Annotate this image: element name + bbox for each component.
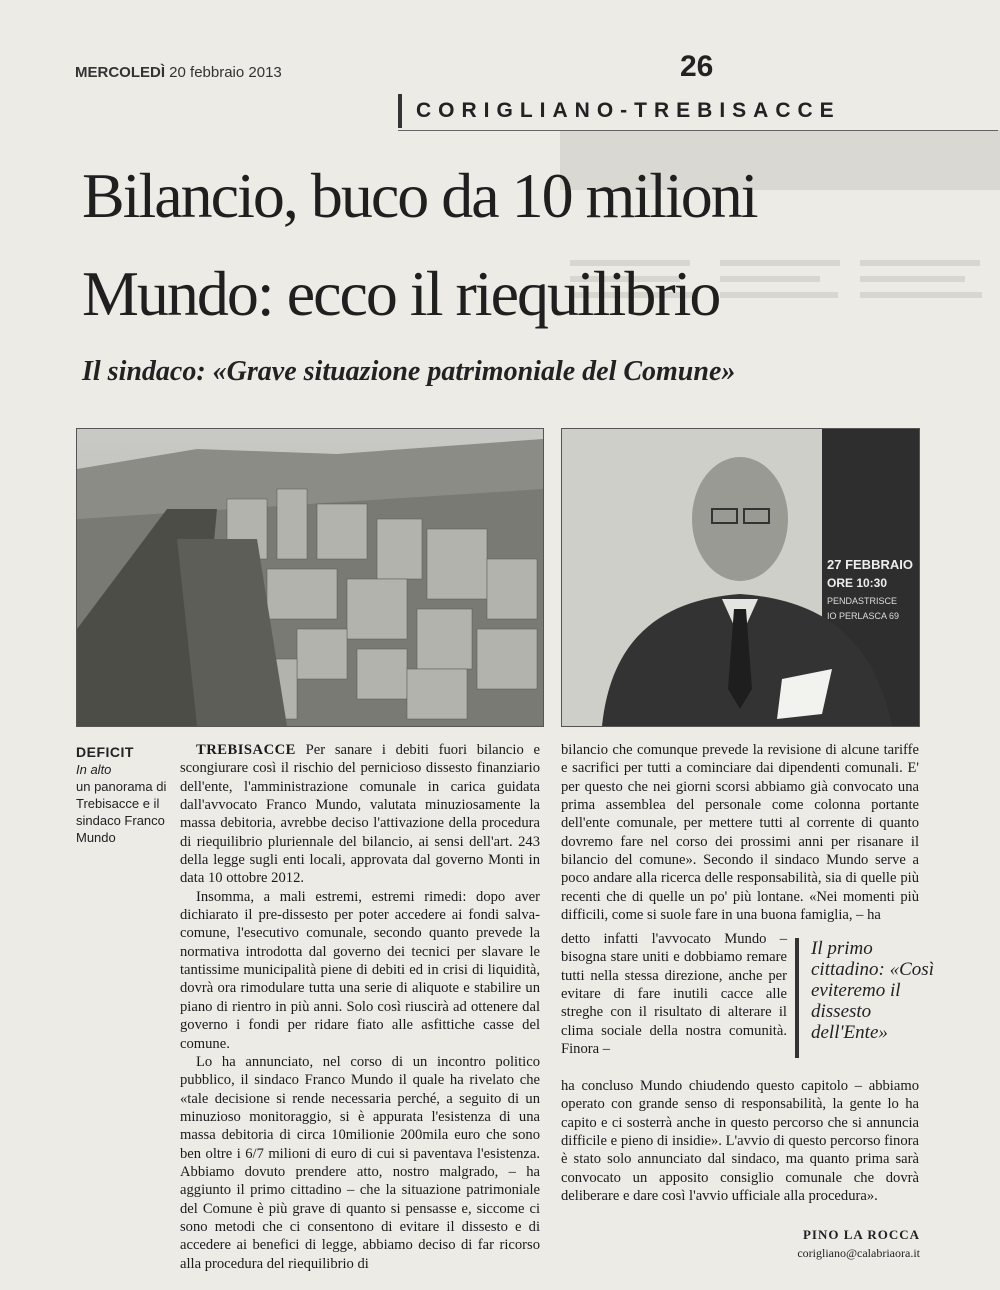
headline-line-2: Mundo: ecco il riequilibrio xyxy=(82,258,720,329)
mayor-photo xyxy=(561,428,920,727)
date: 20 febbraio 2013 xyxy=(169,64,282,81)
paragraph-2: Insomma, a mali estremi, estremi rimedi: dopo aver dichiarato il pre-dissesto per poter accedere ai fondi salva-comune, l'esecutivo comunale, secondo quanto prevede la normativa introdotta dal governo dei tecnici per slavare le tantissime municipalità piene di debiti ed in crisi di liquidità, dovrà ora rimodulare tutta una serie di aliquote e stabilire un piano di rientro in più anni. Solo così riuscirà ad ottenere dal governo i fondi per ridare fiato alle asfittiche casse del comune. xyxy=(180,888,540,1052)
article-column-1 xyxy=(180,741,540,1273)
paragraph-3: Lo ha annunciato, nel corso di un incontro politico pubblico, il sindaco Franco Mundo il quale ha rivelato che «tale decisione si rende necessaria perché, a seguito di un minuzioso monitoraggio, si è appurata l'esistenza di una massa debitoria di circa 10milionie 200mila euro che sono ben oltre i 6/7 milioni di euro di cui si paventava l'esistenza. Abbiamo dovuto prendere atto, nostro malgrado, – ha aggiunto il primo cittadino – che la situazione patrimoniale del Comune è più grave di quanto si pensasse e, siccome ci sono metodi che ci consentono di evitare il dissesto e di accedere ai benefici di legge, abbiamo deciso di far ricorso alla procedura del riequilibrio di xyxy=(180,1053,540,1272)
poster-line-1: 27 FEBBRAIO xyxy=(827,557,913,572)
poster-line-2: ORE 10:30 xyxy=(827,576,888,590)
dateline: TREBISACCE xyxy=(196,742,296,758)
panorama-image xyxy=(77,429,543,726)
paragraph-4-continued: detto infatti l'avvocato Mundo – bisogna stare uniti e dobbiamo remare tutti nella stessa direzione, anche per evitare di fare inutili cacce alle streghe con il risultato di alterare il clima sociale della nostra comunità. Finora – xyxy=(561,931,787,1058)
page-number: 26 xyxy=(680,50,714,83)
article-column-2-top xyxy=(561,741,919,924)
date-line xyxy=(75,64,282,81)
caption-lead: In alto xyxy=(76,762,112,777)
poster-line-3: PENDASTRISCE xyxy=(827,596,898,606)
subheadline: Il sindaco: «Grave situazione patrimoniale del Comune» xyxy=(82,356,736,387)
paragraph-4: bilancio che comunque prevede la revisione di alcune tariffe e sacrifici per tutti a cominciare dai dipendenti comunali. E' per questo che nei giorni scorsi abbiamo già convocato una prima assemblea del personale come colonna portante dell'ente comunale, per mettere tutti al corrente di quanto dovremo fare nel corso dei prossimi anni per risanare il bilancio del comune». Secondo il sindaco Mundo serve a poco andare alla ricerca delle responsabilità, sia di quelle più recenti che di quelle un po' più lontane. «Nei momenti più difficili, come si suole fare in una buona famiglia, – ha xyxy=(561,742,919,924)
mayor-portrait-image xyxy=(562,429,919,726)
author-name: PINO LA ROCCA xyxy=(802,1227,920,1242)
paragraph-1 xyxy=(180,741,540,888)
weekday: MERCOLEDÌ xyxy=(75,64,165,81)
article-column-2-bottom xyxy=(561,1077,919,1205)
headline-line-1: Bilancio, buco da 10 milioni xyxy=(82,160,757,231)
author-email: corigliano@calabriaora.it xyxy=(797,1246,920,1260)
panorama-photo xyxy=(76,428,544,727)
photo-caption xyxy=(76,744,176,846)
paragraph-5: ha concluso Mundo chiudendo questo capitolo – abbiamo operato con grande senso di responsabilità, la gente lo ha capito e ci sosterrà anche in questo percorso che si annuncia difficile e pieno di insidie». L'avvio di questo percorso finora è stato solo annunciato dal sindaco, ma quanto prima sarà convocato un apposito consiglio comunale che dovrà deliberare e dare così l'avvio ufficiale alla procedura». xyxy=(561,1078,919,1205)
paragraph-1-text: Per sanare i debiti fuori bilancio e scongiurare così il rischio del pernicioso dissesto finanziario dell'ente, l'amministrazione comunale in carica guidata dall'avvocato Franco Mundo, valutata minuziosamente la massa debitoria, avrebbe deciso l'attivazione della procedura di riequilibrio pluriennale del bilancio, ai sensi dell'art. 243 della legge sugli enti locali, approvata dal governo Monti in data 10 ottobre 2012. xyxy=(180,742,540,887)
article-column-2-middle xyxy=(561,930,787,1058)
poster-line-4: IO PERLASCA 69 xyxy=(827,611,900,621)
byline xyxy=(720,1226,920,1262)
section-title: CORIGLIANO-TREBISACCE xyxy=(398,94,998,128)
caption-text: un panorama di Trebisacce e il sindaco Franco Mundo xyxy=(76,779,167,845)
caption-title: DEFICIT xyxy=(76,744,134,760)
pull-quote: Il primo cittadino: «Così eviteremo il dissesto dell'Ente» xyxy=(795,938,946,1058)
